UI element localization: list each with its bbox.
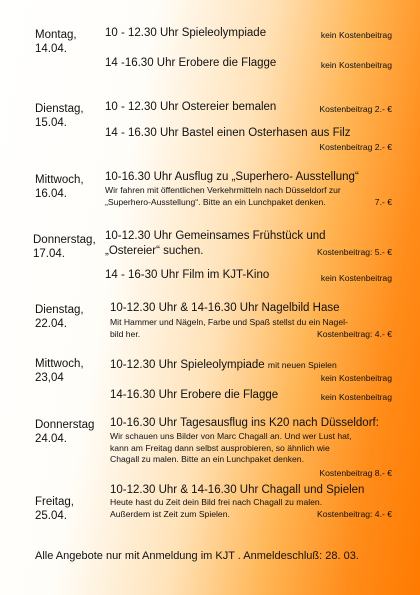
activity: 14 - 16.30 Uhr Bastel einen Osterhasen aus Filz (105, 127, 351, 139)
day-label: Donnerstag, 17.04. (33, 234, 96, 260)
day-label: Montag, 14.04. (35, 29, 77, 55)
activity: 10-12.30 Uhr Gemeinsames Frühstück und „Ostereier“ suchen. (105, 230, 326, 257)
price: Kostenbeitrag: 4.- € (316, 329, 392, 339)
day-label: Donnerstag 24.04. (35, 419, 95, 445)
activity-description: Mit Hammer und Nägeln, Farbe und Spaß stellst du ein Nagel- bild her. (110, 317, 348, 339)
activity: 10-16.30 Uhr Ausflug zu „Superhero- Ausstellung“ (105, 171, 359, 183)
day-label: Freitag, 25.04. (35, 496, 74, 522)
price: Kostenbeitrag 8.- € (319, 468, 392, 478)
day-label: Dienstag, 15.04. (35, 103, 84, 129)
activity-description: Wir fahren mit öffentlichen Verkehrmitteln nach Düsseldorf zur „Superhero-Ausstellung“. Bitte an ein Lunchpaket denken. (105, 185, 341, 207)
activity: 10-12.30 Uhr Spieleolympiade mit neuen Spielen (110, 359, 337, 371)
activity: 10-16.30 Uhr Tagesausflug ins K20 nach Düsseldorf: (110, 417, 379, 429)
activity: 10-12.30 Uhr & 14-16.30 Uhr Nagelbild Hase (110, 302, 340, 314)
price: kein Kostenbeitrag (320, 30, 392, 40)
price: kein Kostenbeitrag (320, 373, 392, 383)
price: kein Kostenbeitrag (320, 392, 392, 402)
price: Kostenbeitrag 2.- € (319, 104, 392, 114)
price: 7.- € (374, 197, 392, 207)
price: kein Kostenbeitrag (320, 273, 392, 283)
price: Kostenbeitrag 2.- € (319, 142, 392, 152)
price: kein Kostenbeitrag (320, 60, 392, 70)
activity: 10 - 12.30 Uhr Spieleolympiade (105, 27, 267, 39)
activity: 14 -16.30 Uhr Erobere die Flagge (105, 57, 277, 69)
footer-note: Alle Angebote nur mit Anmeldung im KJT . Anmeldeschluß: 28. 03. (35, 550, 359, 562)
activity: 10 - 12.30 Uhr Ostereier bemalen (105, 101, 277, 113)
day-label: Dienstag, 22.04. (35, 304, 84, 330)
activity: 14-16.30 Uhr Erobere die Flagge (110, 389, 279, 401)
activity-description: Wir schauen uns Bilder von Marc Chagall an. Und wer Lust hat, kann am Freitag dann selbst ausprobieren, so ähnlich wie Chagall zu malen. Bitte an ein Lunchpaket denken. (110, 431, 352, 464)
price: Kostenbeitrag: 4.- € (316, 509, 392, 519)
activity: 10-12.30 Uhr & 14-16.30 Uhr Chagall und Spielen (110, 484, 365, 496)
price: Kostenbeitrag: 5.- € (316, 247, 392, 257)
activity: 14 - 16-30 Uhr Film im KJT-Kino (105, 269, 270, 281)
day-label: Mittwoch, 16.04. (35, 174, 84, 200)
day-label: Mittwoch, 23,04 (35, 358, 84, 384)
activity-description: Heute hast du Zeit dein Bild frei nach Chagall zu malen. Außerdem ist Zeit zum Spielen. (110, 497, 323, 519)
